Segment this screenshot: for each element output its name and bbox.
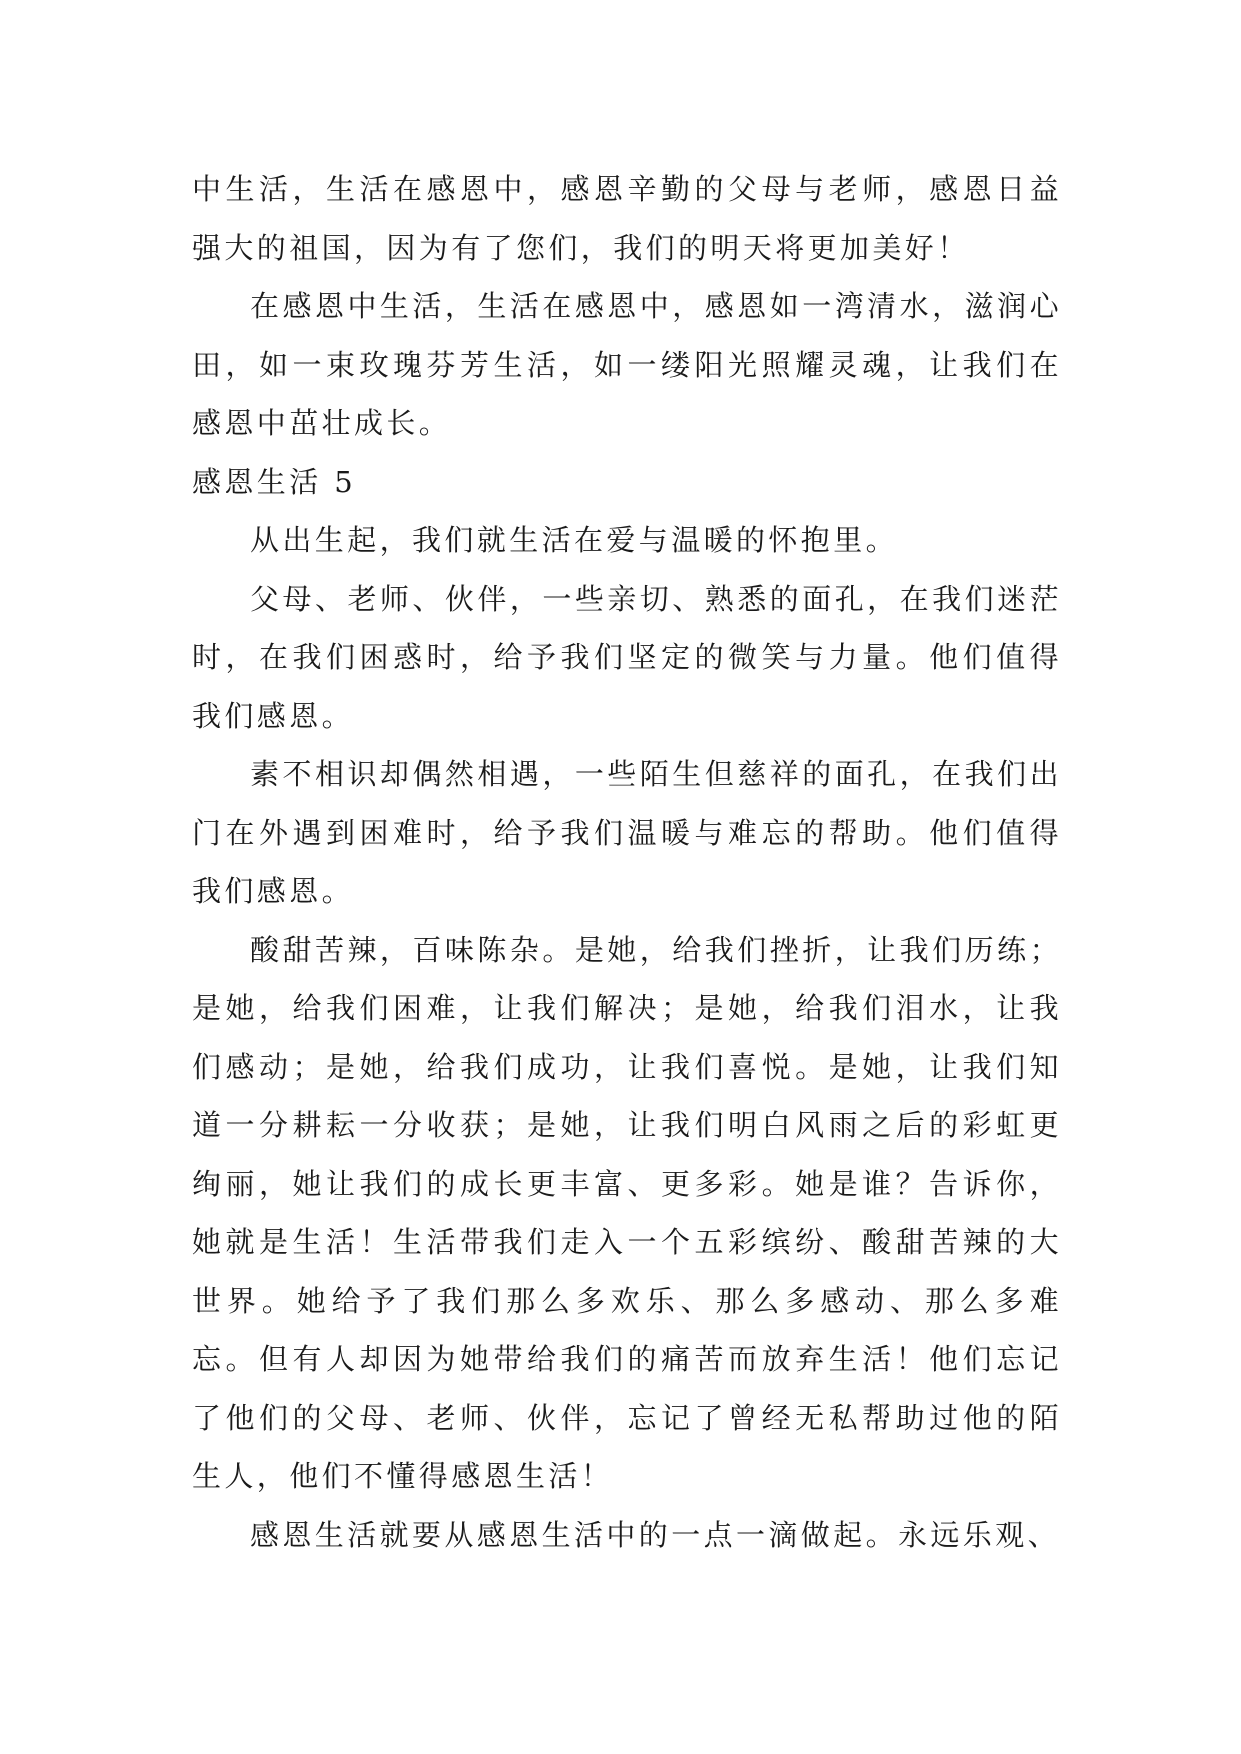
paragraph: 素不相识却偶然相遇，一些陌生但慈祥的面孔，在我们出门在外遇到困难时，给予我们温暖与难忘的帮助。他们值得我们感恩。: [192, 757, 1062, 908]
paragraph: 感恩生活就要从感恩生活中的一点一滴做起。永远乐观、: [250, 1517, 1061, 1552]
paragraph-continuation: 中生活，生活在感恩中，感恩辛勤的父母与老师，感恩日益强大的祖国，因为有了您们，我们的明天将更加美好！: [192, 172, 1062, 265]
paragraph: 在感恩中生活，生活在感恩中，感恩如一湾清水，滋润心田，如一束玫瑰芬芳生活，如一缕阳光照耀灵魂，让我们在感恩中茁壮成长。: [192, 289, 1062, 440]
paragraph: 父母、老师、伙伴，一些亲切、熟悉的面孔，在我们迷茫时，在我们困惑时，给予我们坚定的微笑与力量。他们值得我们感恩。: [192, 581, 1062, 733]
paragraph: 酸甜苦辣，百味陈杂。是她，给我们挫折，让我们历练；是她，给我们困难，让我们解决；是她，给我们泪水，让我们感动；是她，给我们成功，让我们喜悦。是她，让我们知道一分耕耘一分收获；是她，让我们明白风雨之后的彩虹更绚丽，她让我们的成长更丰富、更多彩。她是谁？告诉你，她就是生活！生活带我们走入一个五彩缤纷、酸甜苦辣的大世界。她给予了我们那么多欢乐、那么多感动、那么多难忘。但有人却因为她带给我们的痛苦而放弃生活！他们忘记了他们的父母、老师、伙伴，忘记了曾经无私帮助过他的陌生人，他们不懂得感恩生活！: [192, 932, 1062, 1493]
paragraph: 从出生起，我们就生活在爱与温暖的怀抱里。: [250, 523, 899, 557]
document-body: [192, 160, 1062, 1564]
section-heading: 感恩生活 5: [192, 464, 357, 499]
